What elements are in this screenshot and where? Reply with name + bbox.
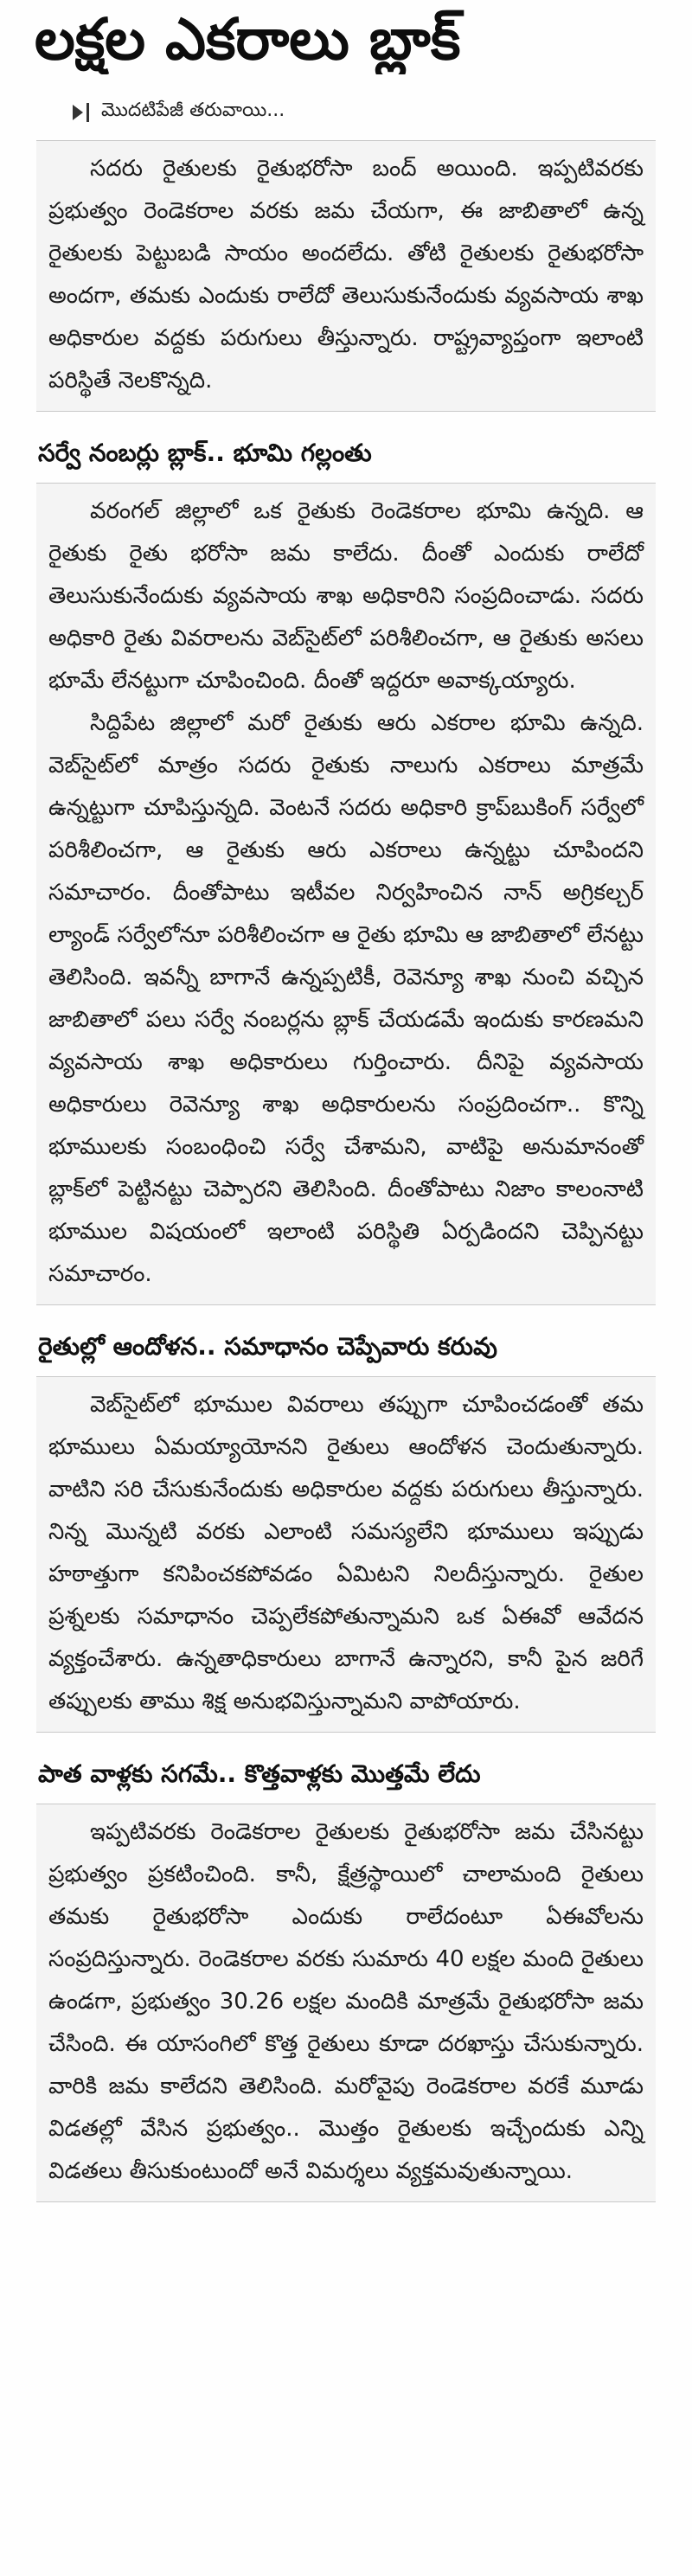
article-section-survey-numbers xyxy=(36,483,656,1305)
paragraph: సదరు రైతులకు రైతుభరోసా బంద్ అయింది. ఇప్పటివరకు ప్రభుత్వం రెండెకరాల వరకు జమ చేయగా, ఈ జాబితాలో ఉన్న రైతులకు పెట్టుబడి సాయం అందలేదు. తోటి రైతులకు రైతుభరోసా అందగా, తమకు ఎందుకు రాలేదో తెలుసుకునేందుకు వ్యవసాయ శాఖ అధికారుల వద్దకు పరుగులు తీస్తున్నారు. రాష్ట్రవ్యాప్తంగా ఇలాంటి పరిస్థితే నెలకొన్నది. xyxy=(48,156,644,394)
article-headline: లక్షల ఎకరాలు బ్లాక్ xyxy=(35,6,461,73)
article-section-farmer-concern xyxy=(36,1376,656,1733)
divider-bar xyxy=(86,103,89,122)
paragraph: సిద్దిపేట జిల్లాలో మరో రైతుకు ఆరు ఎకరాల భూమి ఉన్నది. వెబ్‌సైట్‌లో మాత్రం సదరు రైతుకు నాలుగు ఎకరాలు మాత్రమే ఉన్నట్టుగా చూపిస్తున్నది. వెంటనే సదరు అధికారి క్రాప్‌బుకింగ్ సర్వేలో పరిశీలించగా, ఆ రైతుకు ఆరు ఎకరాలు ఉన్నట్టు చూపిందని సమాచారం. దీంతోపాటు ఇటీవల నిర్వహించిన నాన్ అగ్రికల్చర్ ల్యాండ్ సర్వేలోనూ పరిశీలించగా ఆ రైతు భూమి ఆ జాబితాలో లేనట్టు తెలిసింది. ఇవన్నీ బాగానే ఉన్నప్పటికీ, రెవెన్యూ శాఖ నుంచి వచ్చిన జాబితాలో పలు సర్వే నంబర్లను బ్లాక్ చేయడమే ఇందుకు కారణమని వ్యవసాయ శాఖ అధికారులు గుర్తించారు. దీనిపై వ్యవసాయ అధికారులు రెవెన్యూ శాఖ అధికారులను సంప్రదించగా.. కొన్ని భూములకు సంబంధించి సర్వే చేశామని, వాటిపై అనుమానంతో బ్లాక్‌లో పెట్టినట్టు చెప్పారని తెలిసింది. దీంతోపాటు నిజాం కాలంనాటి భూముల విషయంలో ఇలాంటి పరిస్థితి ఏర్పడిందని చెప్పినట్టు సమాచారం. xyxy=(48,710,644,1287)
paragraph: వరంగల్ జిల్లాలో ఒక రైతుకు రెండెకరాల భూమి ఉన్నది. ఆ రైతుకు రైతు భరోసా జమ కాలేదు. దీంతో ఎందుకు రాలేదో తెలుసుకునేందుకు వ్యవసాయ శాఖ అధికారిని సంప్రదించాడు. సదరు అధికారి రైతు వివరాలను వెబ్‌సైట్‌లో పరిశీలించగా, ఆ రైతుకు అసలు భూమే లేనట్టుగా చూపించింది. దీంతో ఇద్దరూ అవాక్కయ్యారు. xyxy=(48,498,644,694)
continued-from-front-page xyxy=(73,97,285,128)
continued-label: మొదటిపేజీ తరువాయి... xyxy=(101,99,285,121)
paragraph: ఇప్పటివరకు రెండెకరాల రైతులకు రైతుభరోసా జమ చేసినట్టు ప్రభుత్వం ప్రకటించింది. కానీ, క్షేత్రస్థాయిలో చాలామంది రైతులు తమకు రైతుభరోసా ఎందుకు రాలేదంటూ ఏఈవోలను సంప్రదిస్తున్నారు. రెండెకరాల వరకు సుమారు 40 లక్షల మంది రైతులు ఉండగా, ప్రభుత్వం 30.26 లక్షల మందికి మాత్రమే రైతుభరోసా జమ చేసింది. ఈ యాసంగిలో కొత్త రైతులు కూడా దరఖాస్తు చేసుకున్నారు. వారికి జమ కాలేదని తెలిసింది. మరోవైపు రెండెకరాల వరకే మూడు విడతల్లో వేసిన ప్రభుత్వం.. మొత్తం రైతులకు ఇచ్చేందుకు ఎన్ని విడతలు తీసుకుంటుందో అనే విమర్శలు వ్యక్తమవుతున్నాయి. xyxy=(48,1819,644,2184)
paragraph: వెబ్‌సైట్‌లో భూముల వివరాలు తప్పుగా చూపించడంతో తమ భూములు ఏమయ్యాయోనని రైతులు ఆందోళన చెందుతున్నారు. వాటిని సరి చేసుకునేందుకు అధికారుల వద్దకు పరుగులు తీస్తున్నారు. నిన్న మొన్నటి వరకు ఎలాంటి సమస్యలేని భూములు ఇప్పుడు హఠాత్తుగా కనిపించకపోవడం ఏమిటని నిలదీస్తున్నారు. రైతుల ప్రశ్నలకు సమాధానం చెప్పలేకపోతున్నామని ఒక ఏఈవో ఆవేదన వ్యక్తంచేశారు. ఉన్నతాధికారులు బాగానే ఉన్నారని, కానీ పైన జరిగే తప్పులకు తాము శిక్ష అనుభవిస్తున్నామని వాపోయారు. xyxy=(48,1392,644,1714)
article-body xyxy=(36,140,656,2227)
section-subheading: సర్వే నంబర్లు బ్లాక్.. భూమి గల్లంతు xyxy=(38,439,372,467)
section-subheading: పాత వాళ్లకు సగమే.. కొత్తవాళ్లకు మొత్తమే లేదు xyxy=(38,1759,481,1788)
article-section-intro xyxy=(36,140,656,412)
article-section-old-new-farmers xyxy=(36,1804,656,2202)
section-subheading: రైతుల్లో ఆందోళన.. సమాధానం చెప్పేవారు కరువు xyxy=(38,1332,497,1361)
play-arrow-icon xyxy=(73,105,83,120)
